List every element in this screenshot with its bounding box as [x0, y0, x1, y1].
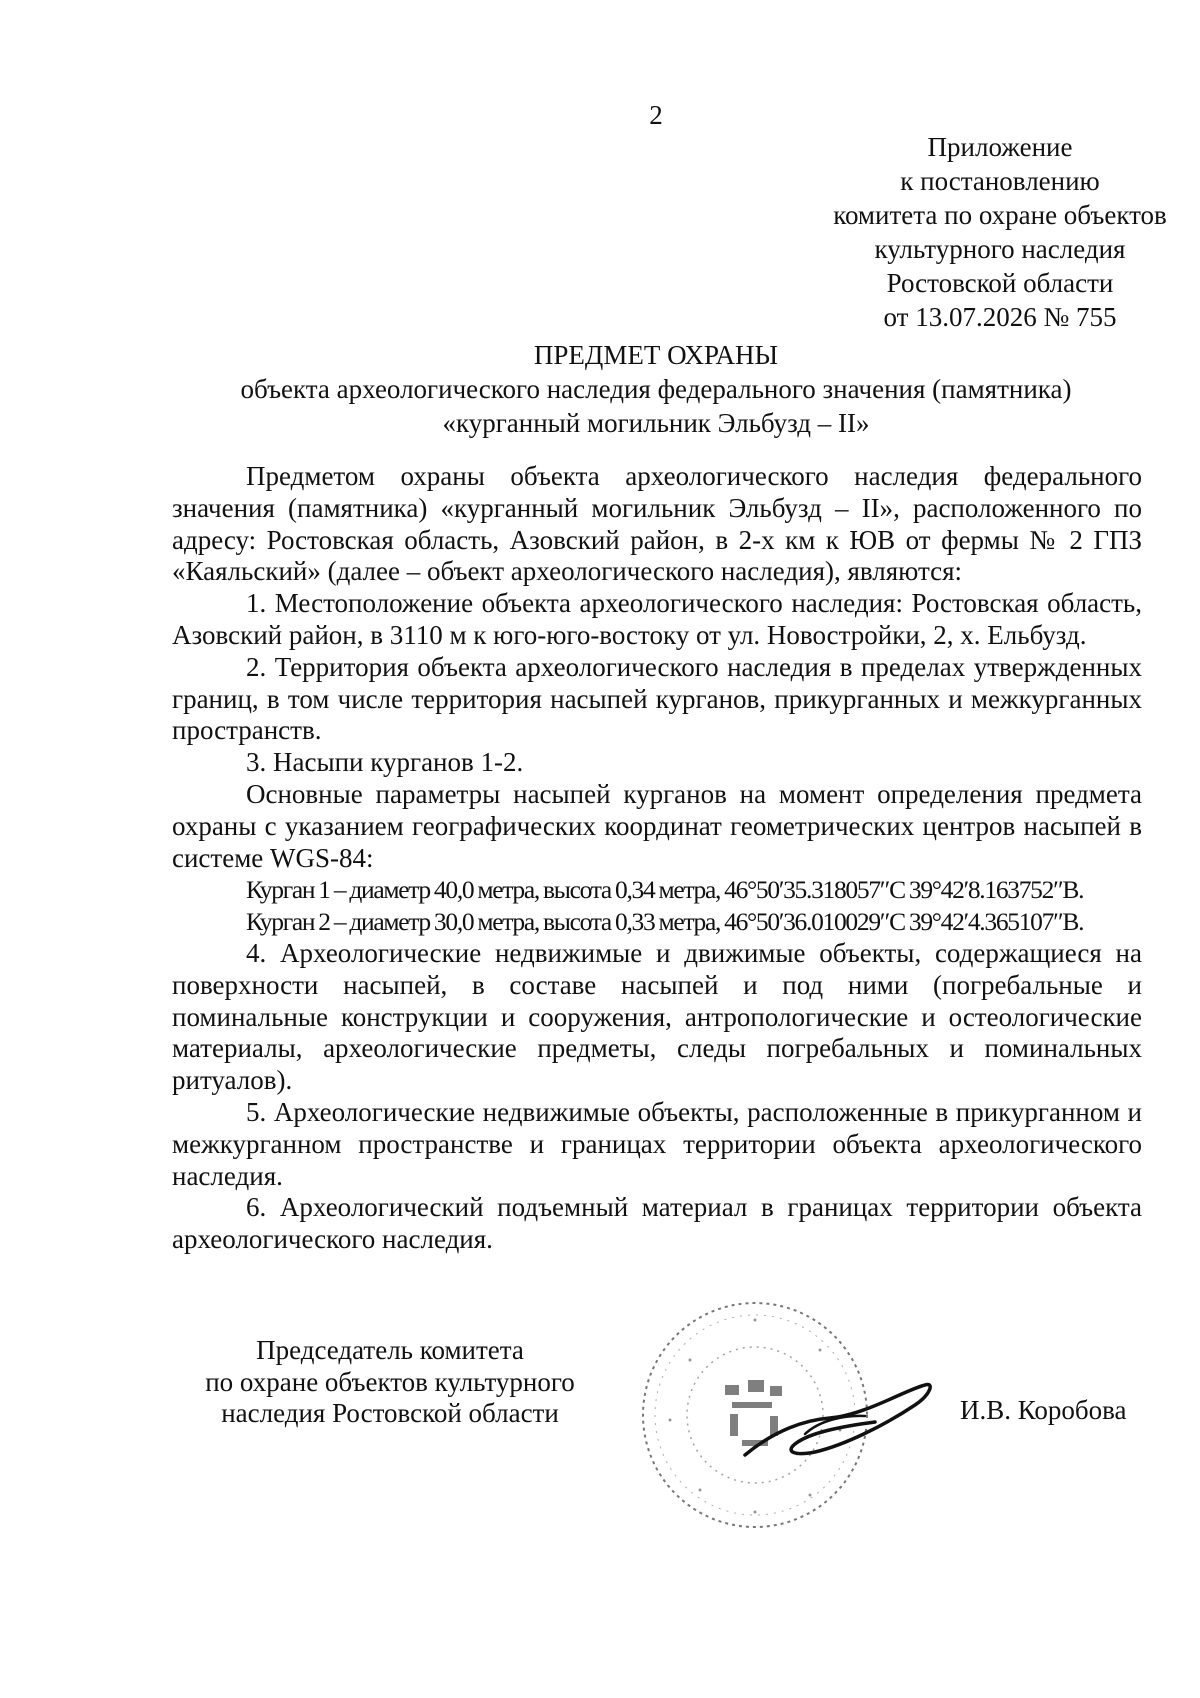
title-heading: ПРЕДМЕТ ОХРАНЫ [533, 340, 779, 370]
intro-paragraph: Предметом охраны объекта археологического наследия федерального значения (памятника) «курганный могильник Эльбузд – II», расположенного по адресу: Ростовская область, Азовский район, в 2-х км к ЮВ от фермы № 2 ГПЗ «Каяльский» (далее – объект археологического наследия), являются: [172, 461, 1142, 587]
position-line: по охране объектов культурного [205, 1366, 575, 1397]
position-line: Председатель комитета [256, 1335, 524, 1365]
signatory-name: И.В. Коробова [960, 1395, 1127, 1425]
position-line: наследия Ростовской области [221, 1398, 559, 1428]
item-4-paragraph: 4. Археологические недвижимые и движимые объекты, содержащиеся на поверхности насыпей, в составе насыпей и под ними (погребальные и поминальные конструкции и сооружения, антропологические и остеологические материалы, археологические предметы, следы погребальных и поминальных ритуалов). [172, 937, 1142, 1096]
item-1-paragraph: 1. Местоположение объекта археологического наследия: Ростовская область, Азовский район, в 3110 м к юго-юго-востоку от ул. Новостройки, 2, х. Ельбузд. [172, 588, 1142, 650]
item-2-paragraph: 2. Территория объекта археологического наследия в пределах утвержденных границ, в том числе территория насыпей курганов, прикурганных и межкурганных пространств. [172, 651, 1142, 746]
handwritten-signature-icon [735, 1360, 935, 1490]
document-body [172, 461, 1142, 1256]
kurgan-2-line: Курган 2 – диаметр 30,0 метра, высота 0,33 метра, 46°50′36.010029″С 39°42′4.365107″В. [246, 907, 1084, 937]
appendix-header [740, 130, 1200, 334]
item-3-paragraph: 3. Насыпи курганов 1-2. [246, 747, 524, 778]
title-subline: «курганный могильник Эльбузд – II» [442, 408, 870, 438]
params-paragraph: Основные параметры насыпей курганов на момент определения предмета охраны с указанием географических координат геометрических центров насыпей в системе WGS-84: [172, 778, 1142, 873]
item-6-paragraph: 6. Археологический подъемный материал в границах территории объекта археологического наследия. [172, 1192, 1142, 1255]
appendix-line: Приложение [927, 132, 1073, 162]
appendix-line: культурного наследия [874, 234, 1126, 264]
kurgan-1-line: Курган 1 – диаметр 40,0 метра, высота 0,34 метра, 46°50′35.318057″С 39°42′8.163752″В. [246, 875, 1084, 905]
appendix-line: от 13.07.2026 № 755 [883, 302, 1117, 332]
appendix-line: к постановлению [900, 166, 1100, 196]
item-5-paragraph: 5. Археологические недвижимые объекты, расположенные в прикурганном и межкурганном пространстве и границах территории объекта археологического наследия. [172, 1096, 1142, 1191]
title-subline: объекта археологического наследия федерального значения (памятника) [240, 374, 1072, 404]
page-number: 2 [649, 100, 663, 130]
appendix-line: Ростовской области [886, 268, 1114, 298]
signatory-position [170, 1335, 610, 1430]
document-title [0, 338, 1200, 440]
appendix-line: комитета по охране объектов [833, 200, 1167, 230]
